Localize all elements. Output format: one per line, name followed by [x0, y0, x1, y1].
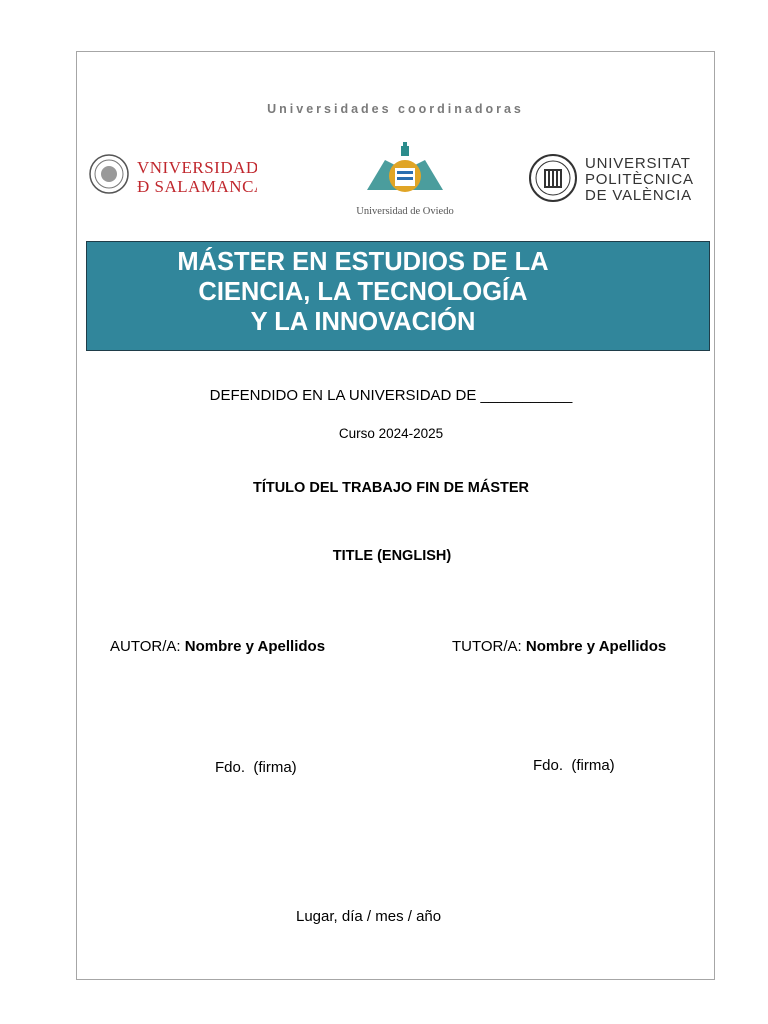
tutor-field	[452, 638, 666, 655]
place-and-date: Lugar, día / mes / año	[296, 908, 442, 925]
author-name: Nombre y Apellidos	[184, 638, 326, 655]
upv-line3: DE VALÈNCIA	[585, 187, 692, 204]
thesis-title-english: TITLE (ENGLISH)	[332, 548, 452, 564]
salamanca-line2: Ð SALAMANCA	[137, 177, 257, 196]
tutor-label: TUTOR/A:	[452, 638, 522, 655]
salamanca-line1: VNIVERSIDAD	[137, 158, 257, 177]
oviedo-crest-icon	[345, 140, 465, 220]
upv-line2: POLITÈCNICA	[585, 171, 694, 188]
tutor-name: Nombre y Apellidos	[525, 638, 667, 655]
defended-at-line: DEFENDIDO EN LA UNIVERSIDAD DE ___________	[209, 387, 573, 404]
oviedo-caption: Universidad de Oviedo	[356, 206, 454, 217]
salamanca-seal-icon	[87, 152, 257, 197]
oviedo-logo	[345, 140, 465, 220]
upv-line1: UNIVERSITAT	[585, 155, 691, 172]
master-title-banner	[86, 241, 710, 351]
upv-logo	[529, 152, 699, 204]
banner-line-3: Y LA INNOVACIÓN	[250, 308, 476, 336]
thesis-title: TÍTULO DEL TRABAJO FIN DE MÁSTER	[252, 480, 530, 496]
upv-seal-icon	[529, 152, 699, 204]
author-label: AUTOR/A:	[110, 638, 181, 655]
course-year: Curso 2024-2025	[338, 426, 444, 441]
banner-line-1: MÁSTER EN ESTUDIOS DE LA	[177, 248, 549, 276]
coordinators-heading: Universidades coordinadoras	[267, 102, 524, 116]
tutor-signature: Fdo. (firma)	[533, 757, 615, 774]
banner-line-2: CIENCIA, LA TECNOLOGÍA	[198, 278, 528, 306]
document-page	[76, 51, 715, 980]
salamanca-logo	[87, 152, 257, 197]
author-signature: Fdo. (firma)	[215, 759, 297, 776]
author-field	[110, 638, 325, 655]
